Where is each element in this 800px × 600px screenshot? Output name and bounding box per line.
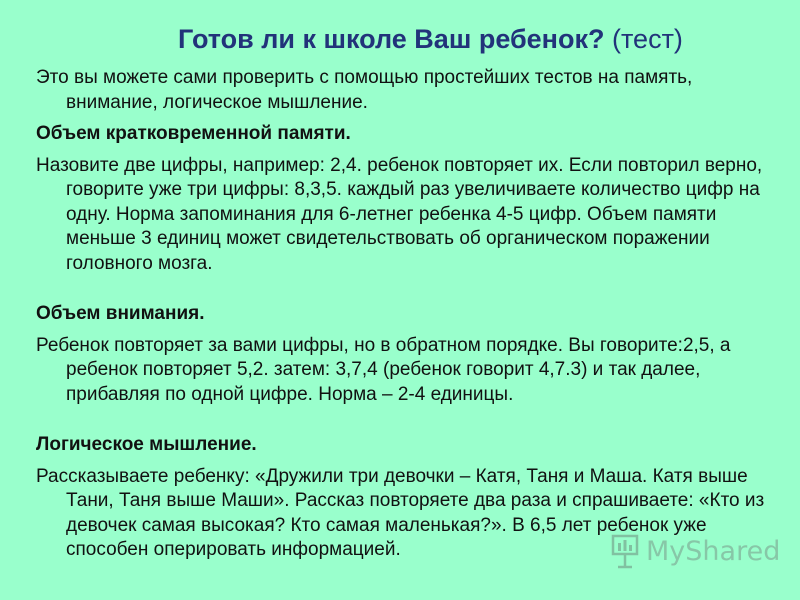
section-heading-logic: Логическое мышление. xyxy=(36,434,257,455)
watermark-text: MyShared xyxy=(646,535,781,567)
document-body xyxy=(36,66,781,563)
page-title xyxy=(178,24,683,55)
section-text-attention: Ребенок повторяет за вами цифры, но в обратном порядке. Вы говорите:2,5, а ребенок повторяет 5,2. затем: 3,7,4 (ребенок говорит 4,7.3) и так далее, прибавляя по одной цифре. Норма – 2-4 единицы. xyxy=(36,334,731,405)
title-suffix: (тест) xyxy=(612,24,683,54)
section-heading-attention: Объем внимания. xyxy=(36,303,205,324)
watermark xyxy=(610,533,780,569)
presentation-board-icon xyxy=(610,533,640,569)
section-text-logic: Рассказываете ребенку: «Дружили три девочки – Катя, Таня и Маша. Катя выше Тани, Таня выше Маши». Рассказ повторяете два раза и спрашиваете: «Кто из девочек самая высокая? Кто самая маленькая?». В 6,5 лет ребенок уже способен оперировать информацией. xyxy=(36,465,765,560)
section-heading-memory: Объем кратковременной памяти. xyxy=(36,123,351,144)
title-main: Готов ли к школе Ваш ребенок? xyxy=(178,24,605,54)
intro-paragraph: Это вы можете сами проверить с помощью простейших тестов на память, внимание, логическое мышление. xyxy=(36,67,693,113)
section-text-memory: Назовите две цифры, например: 2,4. ребенок повторяет их. Если повторил верно, говорите уже три цифры: 8,3,5. каждый раз увеличиваете количество цифр на одну. Норма запоминания для 6-летнег ребенка 4-5 цифр. Объем памяти меньше 3 единиц может свидетельствовать об органическом поражении головного мозга. xyxy=(36,154,763,274)
